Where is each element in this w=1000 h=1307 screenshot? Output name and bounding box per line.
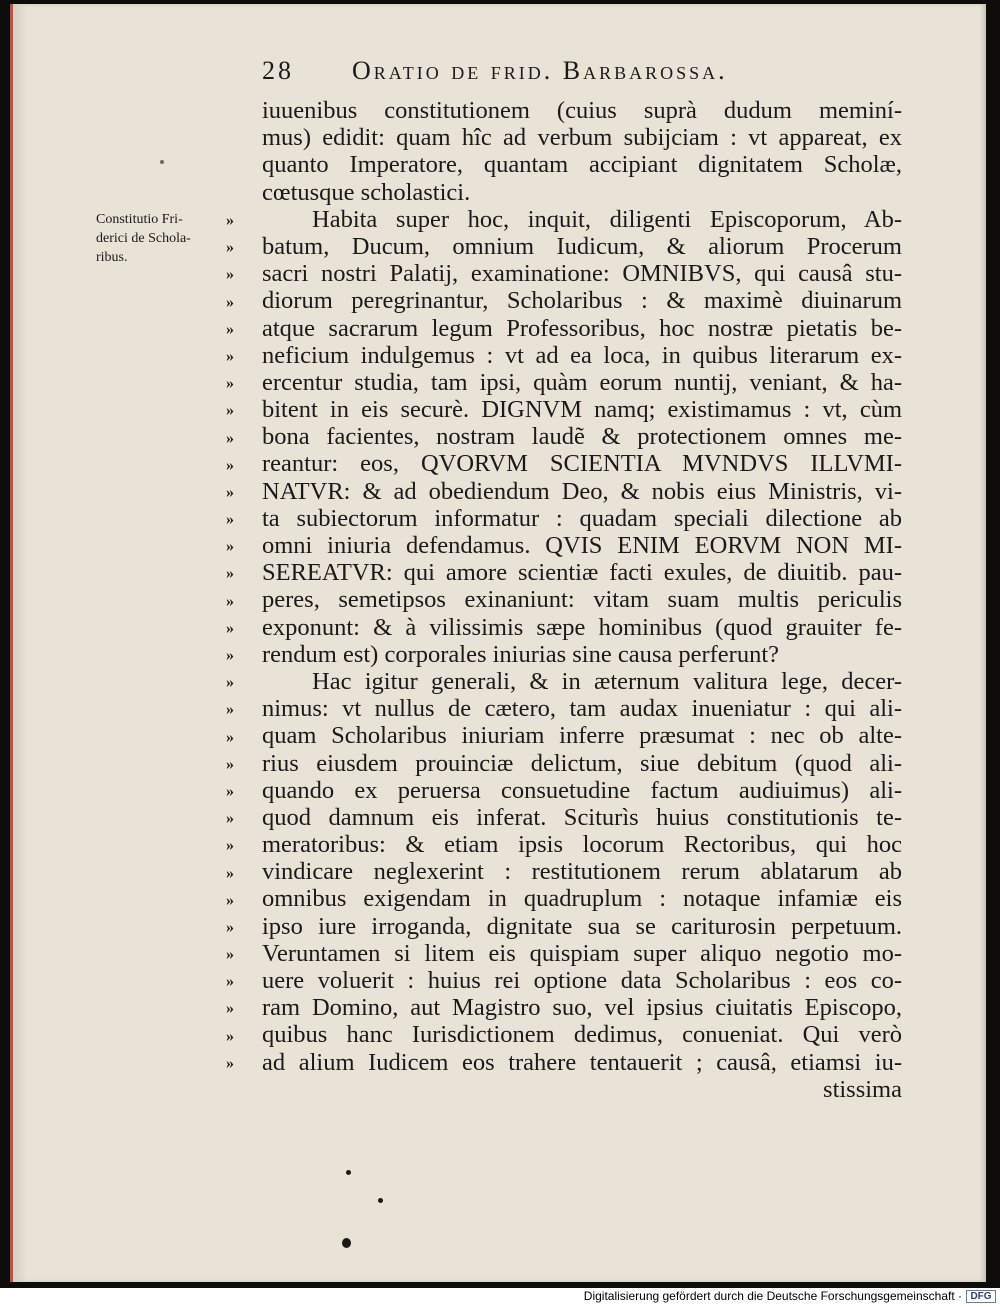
page-edge [13, 4, 27, 1282]
text-line: rius eiusdem prouinciæ delictum, siue debitum (quod ali- [262, 749, 902, 777]
ink-speck [378, 1198, 383, 1203]
marginal-note-line: ribus. [96, 250, 128, 265]
quotation-mark: » [226, 538, 233, 556]
marginal-note-line: Constitutio Fri- [96, 212, 183, 227]
quotation-mark: » [226, 402, 233, 420]
footer-credit: Digitalisierung gefördert durch die Deutsche Forschungsgemeinschaft · [583, 1289, 962, 1303]
text-line: quibus hanc Iurisdictionem dedimus, conueniat. Qui verò [262, 1021, 902, 1049]
quotation-mark: » [226, 320, 233, 338]
text-line: SEREATVR: qui amore scientiæ facti exules, de diuitib. pau- [262, 559, 902, 587]
dfg-logo-icon: DFG [966, 1290, 996, 1303]
text-line: exponunt: & à vilissimis sæpe hominibus (quod grauiter fe- [262, 613, 902, 641]
text-line: meratoribus: & etiam ipsis locorum Rectoribus, qui hoc [262, 831, 902, 859]
quotation-mark: » [226, 674, 233, 692]
text-line: mus) edidit: quam hîc ad verbum subijciam : vt appareat, ex [262, 124, 902, 152]
quotation-mark: » [226, 429, 233, 447]
text-line: ercentur studia, tam ipsi, quàm eorum nuntij, veniant, & ha- [262, 368, 902, 396]
quotation-mark: » [226, 483, 233, 501]
text-line: atque sacrarum legum Professoribus, hoc nostræ pietatis be- [262, 314, 902, 342]
text-line: quam Scholaribus iniuriam inferre præsumat : nec ob alte- [262, 722, 902, 750]
running-title: Oratio de frid. Barbarossa. [352, 56, 728, 85]
text-line: quanto Imperatore, quantam accipiant dignitatem Scholæ, [262, 151, 902, 179]
quotation-mark: » [226, 1054, 233, 1072]
text-line: Veruntamen si litem eis quispiam super aliquo negotio mo- [262, 939, 902, 967]
marginal-note [96, 210, 226, 267]
text-line: iuuenibus constitutionem (cuius suprà dudum meminí- [262, 97, 902, 124]
quotation-mark: » [226, 619, 233, 637]
text-line: cœtusque scholastici. [262, 178, 471, 206]
text-line: bona facientes, nostram laudẽ & protectionem omnes me- [262, 423, 902, 451]
quotation-mark: » [226, 375, 233, 393]
quotation-mark: » [226, 511, 233, 529]
quotation-mark: » [226, 701, 233, 719]
text-line: quod damnum eis inferat. Sciturìs huius constitutionis te- [262, 803, 902, 831]
text-line: NATVR: & ad obediendum Deo, & nobis eius Ministris, vi- [262, 477, 902, 505]
text-line: ad alium Iudicem eos trahere tentauerit ; causâ, etiamsi iu- [262, 1048, 902, 1076]
quotation-marks-column [226, 207, 250, 1077]
quotation-mark: » [226, 592, 233, 610]
quotation-mark: » [226, 1000, 233, 1018]
quotation-mark: » [226, 891, 233, 909]
text-line: rendum est) corporales iniurias sine causa perferunt? [262, 640, 780, 668]
text-line: Hac igitur generali, & in æternum valitura lege, decer- [312, 667, 902, 695]
digitization-footer [0, 1288, 1000, 1307]
quotation-mark: » [226, 456, 233, 474]
catchword: stissima [823, 1075, 902, 1103]
quotation-mark: » [226, 728, 233, 746]
text-line: batum, Ducum, omnium Iudicum, & aliorum Procerum [262, 232, 902, 260]
quotation-mark: » [226, 837, 233, 855]
quotation-mark: » [226, 347, 233, 365]
quotation-mark: » [226, 973, 233, 991]
quotation-mark: » [226, 647, 233, 664]
text-line: ta subiectorum informatur : quadam speciali dilectione ab [262, 504, 902, 532]
text-line: omnibus exigendam in quadruplum : notaque infamiæ eis [262, 885, 902, 913]
text-line: diorum peregrinantur, Scholaribus : & maximè diuinarum [262, 287, 902, 315]
quotation-mark: » [226, 293, 233, 311]
body-text [262, 97, 902, 1103]
text-line: Habita super hoc, inquit, diligenti Episcoporum, Ab- [312, 205, 902, 233]
quotation-mark: » [226, 212, 233, 229]
quotation-mark: » [226, 755, 233, 773]
quotation-mark: » [226, 918, 233, 936]
marginal-note-line: derici de Schola- [96, 231, 191, 246]
quotation-mark: » [226, 565, 233, 583]
text-line: sacri nostri Palatij, examinatione: OMNIBVS, qui causâ stu- [262, 260, 902, 288]
text-line: neficium indulgemus : vt ad ea loca, in quibus literarum ex- [262, 341, 902, 369]
text-line: bitent in eis securè. DIGNVM namq; existimamus : vt, cùm [262, 396, 902, 424]
page-number: 28 [262, 56, 294, 85]
quotation-mark: » [226, 782, 233, 800]
ink-speck [346, 1170, 351, 1175]
text-line: reantur: eos, QVORVM SCIENTIA MVNDVS ILLVMI- [262, 450, 902, 478]
quotation-mark: » [226, 810, 233, 828]
text-line: omni iniuria defendamus. QVIS ENIM EORVM NON MI- [262, 532, 902, 559]
text-line: uere voluerit : huius rei optione data Scholaribus : eos co- [262, 967, 902, 994]
quotation-mark: » [226, 266, 233, 284]
page-header [262, 56, 902, 96]
quotation-mark: » [226, 239, 233, 257]
quotation-mark: » [226, 864, 233, 882]
text-line: ipso iure irroganda, dignitate sua se cariturosin perpetuum. [262, 912, 902, 940]
text-line: vindicare neglexerint : restitutionem rerum ablatarum ab [262, 858, 902, 886]
text-line: nimus: vt nullus de cætero, tam audax inueniatur : qui ali- [262, 695, 902, 723]
ink-speck [342, 1238, 351, 1248]
quotation-mark: » [226, 946, 233, 964]
text-line: ram Domino, aut Magistro suo, vel ipsius ciuitatis Episcopo, [262, 994, 902, 1022]
text-line: quando ex peruersa consuetudine factum audiuimus) ali- [262, 776, 902, 804]
text-line: peres, semetipsos exinaniunt: vitam suam multis periculis [262, 586, 902, 614]
ink-speck [160, 160, 164, 164]
quotation-mark: » [226, 1027, 233, 1045]
